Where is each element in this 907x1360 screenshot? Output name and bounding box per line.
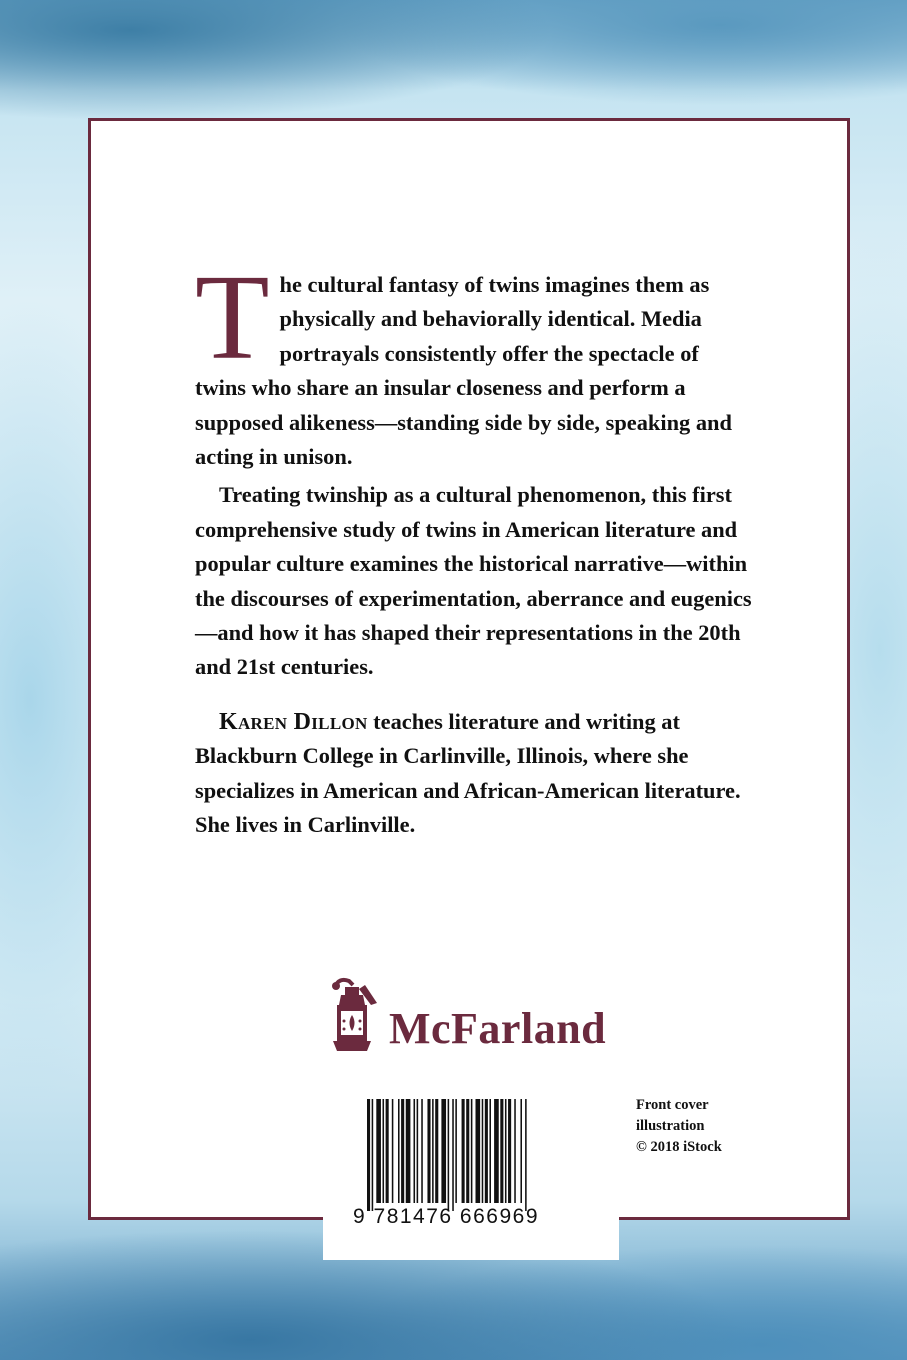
author-name: Karen Dillon [219, 708, 368, 735]
barcode-bar [386, 1099, 389, 1203]
publisher-logo [325, 975, 625, 1055]
dropcap-letter: T [195, 250, 270, 385]
description-paragraph-1 [195, 250, 755, 474]
barcode-bar [471, 1099, 473, 1203]
credit-line-2: illustration [636, 1118, 705, 1134]
barcode-bar [448, 1099, 450, 1211]
barcode-bar [421, 1099, 423, 1203]
description-paragraph-1-text: he cultural fantasy of twins imagines them as physically and behaviorally identical. Media portrayals consistently offer the spectacle of twins who share an insular closeness and perform a supposed alikeness—standing side by side, speaking and acting in unison. [195, 272, 732, 470]
barcode-bar [494, 1099, 499, 1203]
barcode-bar [466, 1099, 469, 1203]
barcode-bar [514, 1099, 516, 1203]
isbn-number: 9 781476 666969 [353, 1205, 539, 1228]
barcode-bar [398, 1099, 400, 1203]
barcode-bar [485, 1099, 488, 1203]
barcode-bar [392, 1099, 394, 1203]
barcode-bar [452, 1099, 454, 1211]
barcode-area [323, 1085, 619, 1260]
credit-line-3: © 2018 iStock [636, 1139, 722, 1155]
publisher-name: McFarland [389, 1004, 607, 1053]
barcode-bar [406, 1099, 411, 1203]
barcode-bar [367, 1099, 370, 1211]
barcode-bar [401, 1099, 404, 1203]
barcode-bar [417, 1099, 419, 1203]
barcode-bar [383, 1099, 385, 1203]
author-bio [195, 705, 755, 843]
barcode-bar [476, 1099, 481, 1203]
barcode-bar [376, 1099, 381, 1203]
description-paragraph-2: Treating twinship as a cultural phenomenon, this first comprehensive study of twins in American literature and popular culture examines the historical narrative—within the discourses of experimentation, aberrance and eugenics—and how it has shaped their representations in the 20th and 21st centuries. [195, 482, 752, 680]
barcode-bar [525, 1099, 527, 1211]
barcode-bar [455, 1099, 457, 1203]
barcode-bar [508, 1099, 511, 1203]
credit-line-1: Front cover [636, 1097, 709, 1113]
barcode-bar [427, 1099, 430, 1203]
barcode-bar [435, 1099, 438, 1203]
cover-credit [636, 1095, 756, 1158]
barcode-bar [372, 1099, 374, 1211]
isbn-barcode [367, 1099, 577, 1211]
author-bio-text: teaches literature and writing at Blackburn College in Carlinville, Illinois, where she specializes in American and African-American literature. She lives in Carlinville. [195, 708, 741, 838]
barcode-bar [462, 1099, 465, 1203]
barcode-bar [489, 1099, 491, 1203]
barcode-bar [500, 1099, 503, 1203]
barcode-bar [505, 1099, 507, 1203]
cover-text-block [195, 250, 755, 843]
barcode-bar [520, 1099, 522, 1203]
barcode-bar [414, 1099, 416, 1203]
lantern-icon [325, 975, 383, 1055]
barcode-bar [432, 1099, 434, 1203]
barcode-bar [441, 1099, 446, 1203]
barcode-bar [482, 1099, 484, 1203]
